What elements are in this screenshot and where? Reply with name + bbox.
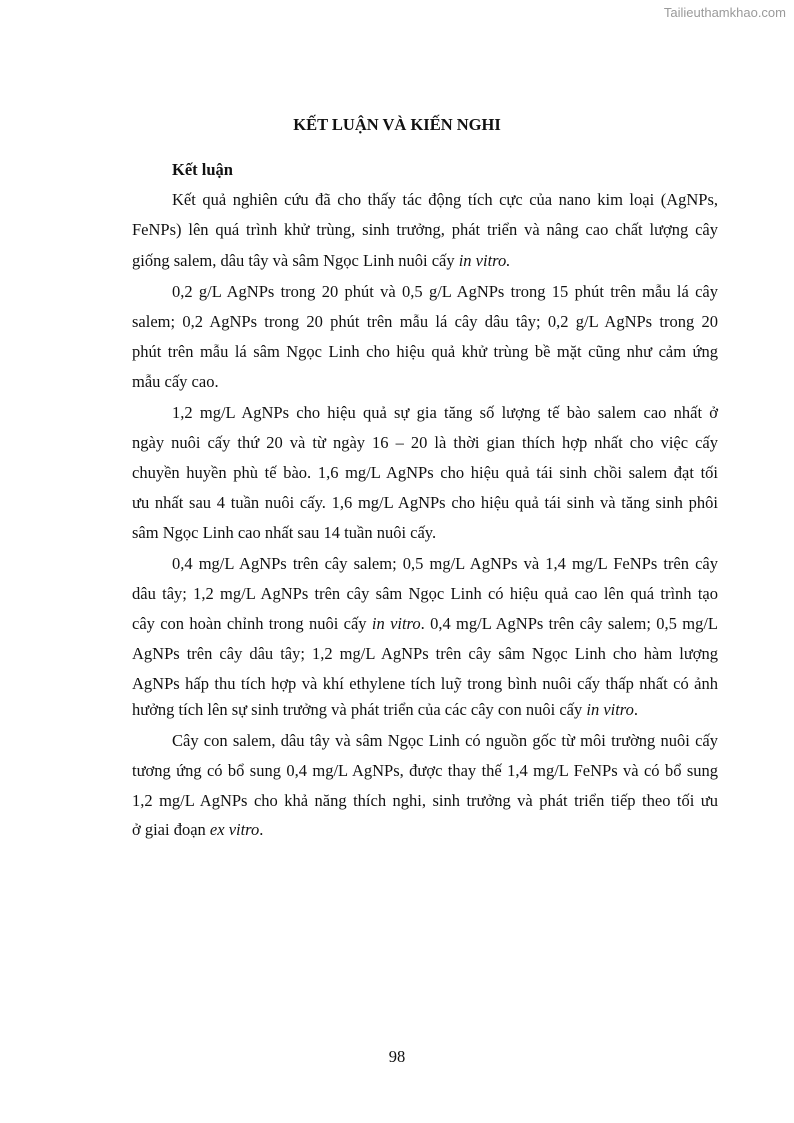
text-segment: 1,2 mg/L AgNPs cho khả năng thích nghi, sinh trưởng và phát triển tiếp theo tối ưu <box>132 791 718 810</box>
text-segment: AgNPs hấp thu tích hợp và khí ethylene tích luỹ trong bình nuôi cấy thấp nhất có ảnh <box>132 674 718 693</box>
paragraph-line <box>132 433 718 453</box>
paragraph-line <box>172 554 718 574</box>
paragraph-line <box>132 700 718 720</box>
paragraph-line <box>132 463 718 483</box>
paragraph-line <box>132 251 718 271</box>
text-segment: tương ứng có bổ sung 0,4 mg/L AgNPs, được thay thế 1,4 mg/L FeNPs và có bổ sung <box>132 761 718 780</box>
text-segment: ngày nuôi cấy thứ 20 và từ ngày 16 – 20 là thời gian thích hợp nhất cho việc cấy <box>132 433 718 452</box>
text-segment: Kết quả nghiên cứu đã cho thấy tác động tích cực của nano kim loại (AgNPs, <box>172 190 718 209</box>
text-segment: AgNPs trên cây dâu tây; 1,2 mg/L AgNPs trên cây sâm Ngọc Linh cho hàm lượng <box>132 644 718 663</box>
text-segment: hưởng tích lên sự sinh trưởng và phát triển của các cây con nuôi cấy <box>132 700 587 719</box>
paragraph-line <box>132 584 718 604</box>
text-segment: salem; 0,2 AgNPs trong 20 phút trên mẫu lá cây dâu tây; 0,2 g/L AgNPs trong 20 <box>132 312 718 331</box>
paragraph-line <box>132 674 718 694</box>
text-segment: cây con hoàn chỉnh trong nuôi cấy <box>132 614 372 633</box>
paragraph-line <box>132 493 718 513</box>
page-title: KẾT LUẬN VÀ KIẾN NGHI <box>293 115 501 134</box>
text-segment: chuyền huyền phù tế bào. 1,6 mg/L AgNPs cho hiệu quả tái sinh chồi salem đạt tối <box>132 463 718 482</box>
paragraph-line <box>172 282 718 302</box>
page-number: 98 <box>388 1047 406 1066</box>
watermark: Tailieuthamkhao.com <box>663 5 786 20</box>
italic-text: ex vitro <box>209 820 260 839</box>
paragraph-line <box>172 731 718 751</box>
text-segment: 0,2 g/L AgNPs trong 20 phút và 0,5 g/L AgNPs trong 15 phút trên mẫu lá cây <box>172 282 718 301</box>
text-segment: . <box>633 700 638 719</box>
paragraph-line <box>132 523 718 543</box>
paragraph-line <box>132 312 718 332</box>
paragraph-line <box>132 791 718 811</box>
text-segment: giống salem, dâu tây và sâm Ngọc Linh nuôi cấy <box>132 251 459 270</box>
italic-text: in vitro <box>371 614 421 633</box>
text-segment: FeNPs) lên quá trình khử trùng, sinh trưởng, phát triển và nâng cao chất lượng cây <box>132 220 718 239</box>
text-segment: . 0,4 mg/L AgNPs trên cây salem; 0,5 mg/L <box>420 614 718 633</box>
text-segment: 0,4 mg/L AgNPs trên cây salem; 0,5 mg/L AgNPs và 1,4 mg/L FeNPs trên cây <box>172 554 718 573</box>
italic-text: in vitro. <box>458 251 511 270</box>
text-segment: 1,2 mg/L AgNPs cho hiệu quả sự gia tăng số lượng tế bào salem cao nhất ở <box>172 403 718 422</box>
italic-text: in vitro <box>586 700 634 719</box>
paragraph-line <box>172 190 718 210</box>
text-segment: ưu nhất sau 4 tuần nuôi cấy. 1,6 mg/L AgNPs cho hiệu quả tái sinh và tăng sinh phôi <box>132 493 718 512</box>
text-segment: dâu tây; 1,2 mg/L AgNPs trên cây sâm Ngọc Linh có hiệu quả cao lên quá trình tạo <box>132 584 718 603</box>
text-segment: . <box>259 820 264 839</box>
section-heading: Kết luận <box>172 160 233 179</box>
text-segment: phút trên mẫu lá sâm Ngọc Linh cho hiệu quả khử trùng bề mặt cũng như cảm ứng <box>132 342 718 361</box>
paragraph-line <box>172 403 718 423</box>
paragraph-line <box>132 372 718 392</box>
text-segment: sâm Ngọc Linh cao nhất sau 14 tuần nuôi cấy. <box>132 523 437 542</box>
text-segment: mẫu cấy cao. <box>132 372 219 391</box>
paragraph-line <box>132 761 718 781</box>
paragraph-line <box>132 820 718 840</box>
text-segment: ở giai đoạn <box>132 820 210 839</box>
text-segment: Cây con salem, dâu tây và sâm Ngọc Linh có nguồn gốc từ môi trường nuôi cấy <box>172 731 718 750</box>
paragraph-line <box>132 644 718 664</box>
paragraph-line <box>132 342 718 362</box>
paragraph-line <box>132 614 718 634</box>
paragraph-line <box>132 220 718 240</box>
